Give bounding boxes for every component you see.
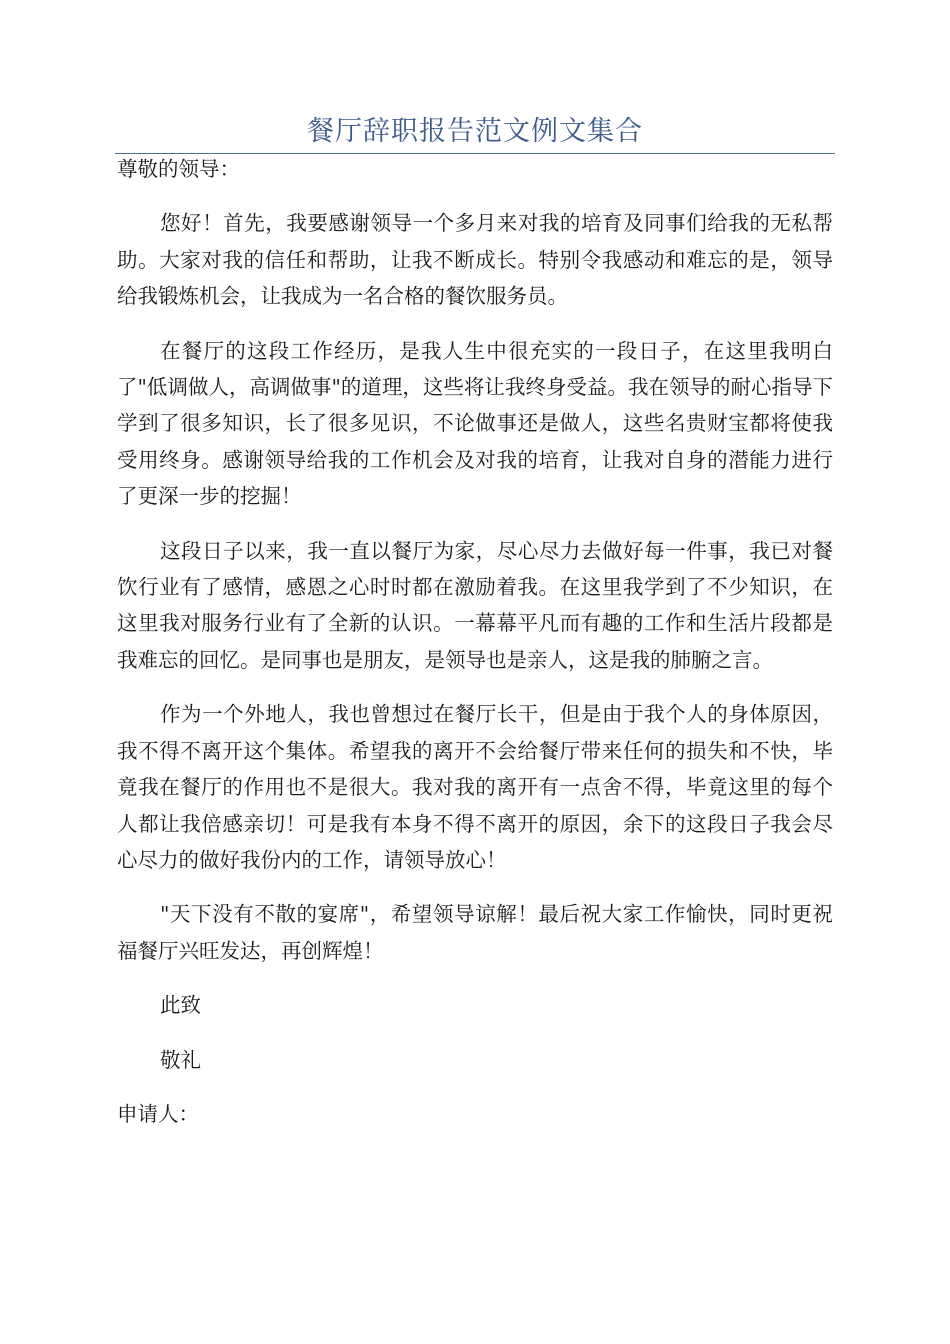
closing-cizhi: 此致 xyxy=(160,993,201,1018)
applicant-label: 申请人： xyxy=(117,1101,199,1126)
paragraph-5: "天下没有不散的宴席"，希望领导谅解！最后祝大家工作愉快，同时更祝福餐厅兴旺发达，再创辉煌！ xyxy=(117,902,833,963)
paragraph-4: 作为一个外地人，我也曾想过在餐厅长干，但是由于我个人的身体原因，我不得不离开这个集体。希望我的离开不会给餐厅带来任何的损失和不快，毕竟我在餐厅的作用也不是很大。我对我的离开有一点舍不得，毕竟这里的每个人都让我倍感亲切！可是我有本身不得不离开的原因，余下的这段日子我会尽心尽力的做好我份内的工作，请领导放心！ xyxy=(117,702,833,872)
document-body xyxy=(117,151,833,1132)
paragraph-2: 在餐厅的这段工作经历，是我人生中很充实的一段日子，在这里我明白了"低调做人，高调做事"的道理，这些将让我终身受益。我在领导的耐心指导下学到了很多知识，长了很多见识，不论做事还是做人，这些名贵财宝都将使我受用终身。感谢领导给我的工作机会及对我的培育，让我对自身的潜能力进行了更深一步的挖掘！ xyxy=(117,338,833,509)
paragraph-3: 这段日子以来，我一直以餐厅为家，尽心尽力去做好每一件事，我已对餐饮行业有了感情，感恩之心时时都在激励着我。在这里我学到了不少知识，在这里我对服务行业有了全新的认识。一幕幕平凡而有趣的工作和生活片段都是我难忘的回忆。是同事也是朋友，是领导也是亲人，这是我的肺腑之言。 xyxy=(117,538,833,672)
paragraph-1: 您好！首先，我要感谢领导一个多月来对我的培育及同事们给我的无私帮助。大家对我的信任和帮助，让我不断成长。特别令我感动和难忘的是，领导给我锻炼机会，让我成为一名合格的餐饮服务员。 xyxy=(117,211,833,309)
document-title: 餐厅辞职报告范文例文集合 xyxy=(307,116,643,147)
salutation: 尊敬的领导： xyxy=(117,157,240,181)
closing-jingli: 敬礼 xyxy=(160,1047,201,1072)
